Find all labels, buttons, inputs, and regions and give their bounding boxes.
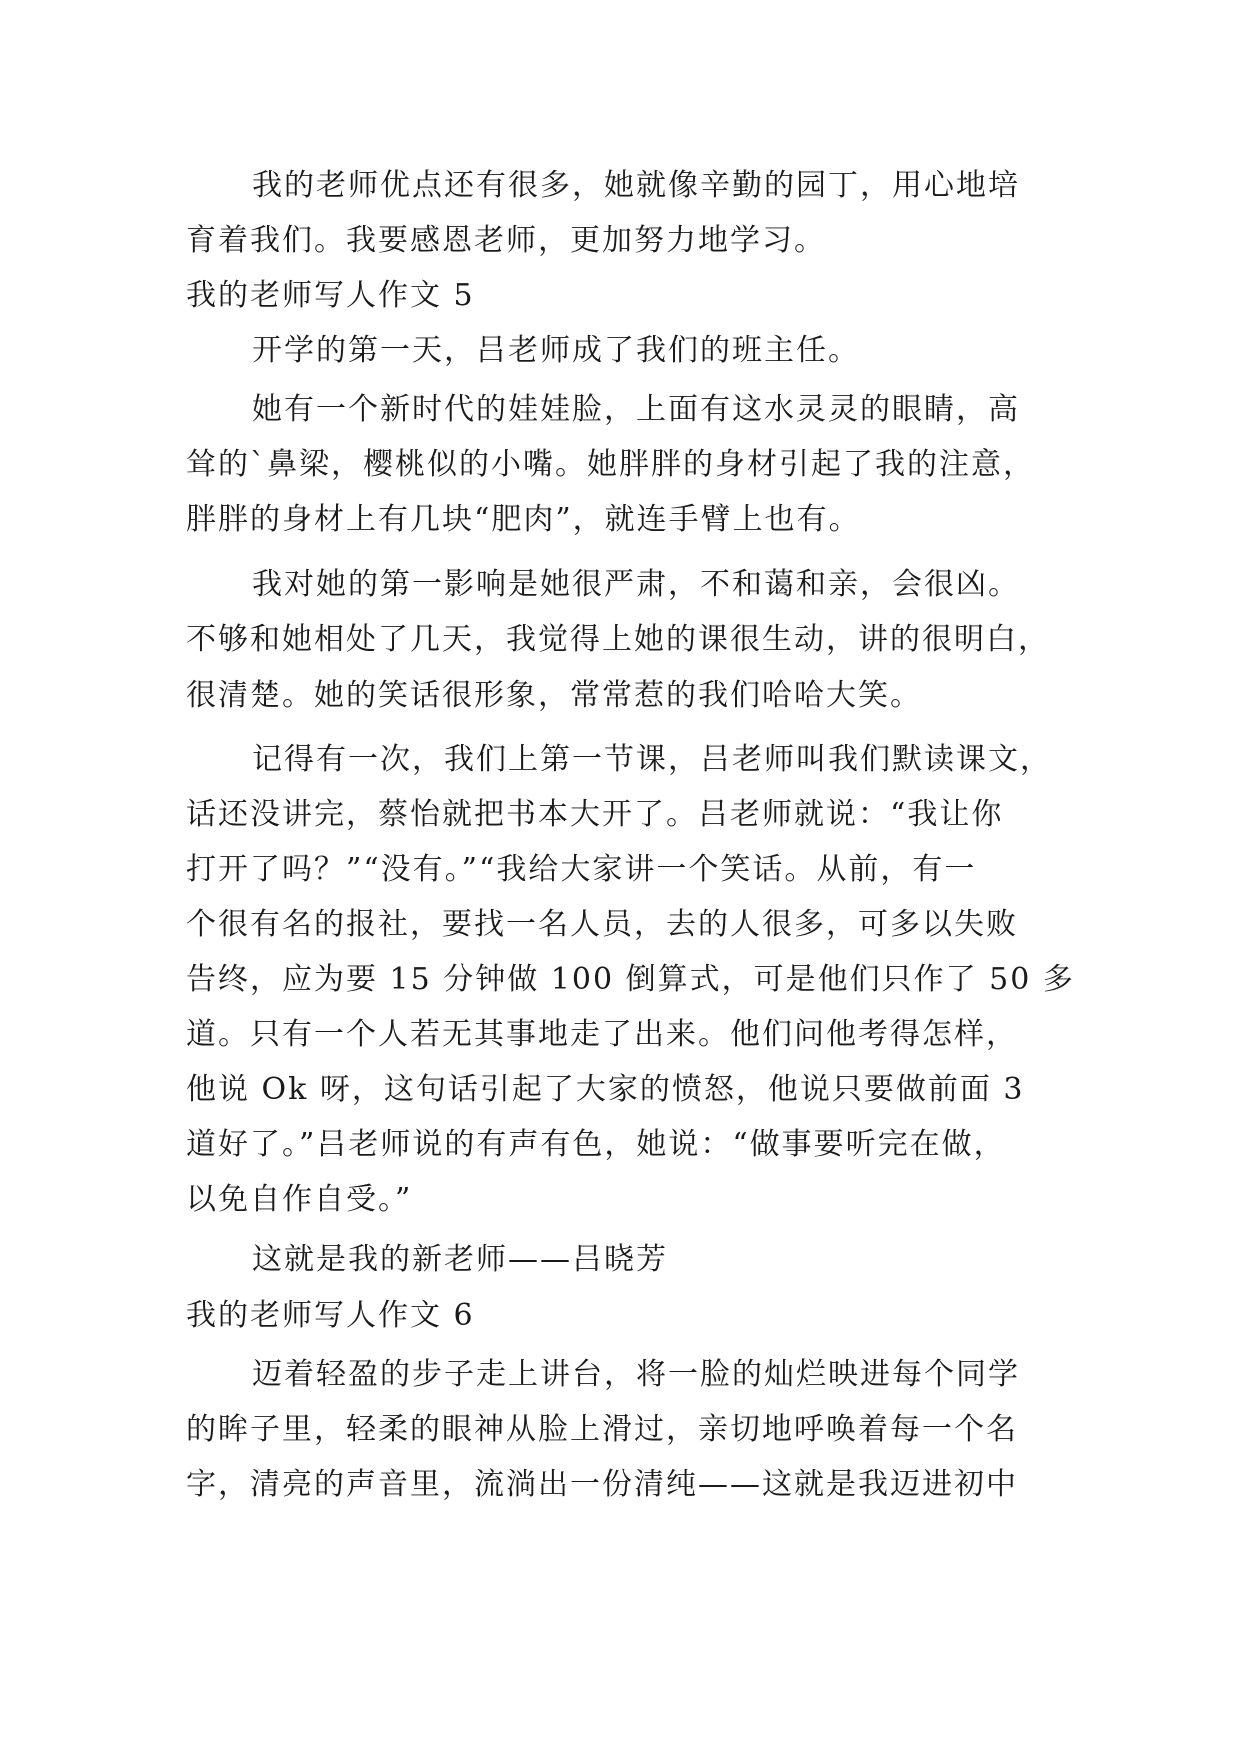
text-line: 育着我们。我要感恩老师，更加努力地学习。: [186, 223, 826, 258]
text-line: 以免自作自受。”: [186, 1182, 413, 1217]
text-line: 的眸子里，轻柔的眼神从脸上滑过，亲切地呼唤着每一个名: [186, 1412, 1018, 1447]
text-line: 道。只有一个人若无其事地走了出来。他们问他考得怎样，: [186, 1017, 1018, 1052]
text-line: 耸的`鼻梁，樱桃似的小嘴。她胖胖的身材引起了我的注意，: [186, 447, 1035, 482]
text-line: 他说 Ok 呀，这句话引起了大家的愤怒，他说只要做前面 3: [186, 1072, 1025, 1107]
text-line: 个很有名的报社，要找一名人员，去的人很多，可多以失败: [186, 907, 1018, 942]
text-line: 我对她的第一影响是她很严肃，不和蔼和亲，会很凶。: [252, 567, 1020, 602]
text-line: 记得有一次，我们上第一节课，吕老师叫我们默读课文，: [252, 742, 1052, 777]
section-heading: 我的老师写人作文 6: [186, 1298, 475, 1333]
text-line: 告终，应为要 15 分钟做 100 倒算式，可是他们只作了 50 多: [186, 962, 1075, 997]
section-heading: 我的老师写人作文 5: [186, 278, 475, 313]
text-line: 我的老师优点还有很多，她就像辛勤的园丁，用心地培: [252, 168, 1020, 203]
text-line: 开学的第一天，吕老师成了我们的班主任。: [252, 333, 860, 368]
text-line: 字，清亮的声音里，流淌出一份清纯——这就是我迈进初中: [186, 1467, 1018, 1502]
text-line: 迈着轻盈的步子走上讲台，将一脸的灿烂映进每个同学: [252, 1357, 1020, 1392]
text-line: 胖胖的身材上有几块“肥肉”，就连手臂上也有。: [186, 502, 861, 537]
text-line: 话还没讲完，蔡怡就把书本大开了。吕老师就说：“我让你: [186, 797, 1004, 832]
text-line: 她有一个新时代的娃娃脸，上面有这水灵灵的眼睛，高: [252, 392, 1020, 427]
text-line: 打开了吗？”“没有。”“我给大家讲一个笑话。从前，有一: [186, 852, 977, 887]
text-line: 这就是我的新老师——吕晓芳: [252, 1242, 668, 1277]
text-line: 不够和她相处了几天，我觉得上她的课很生动，讲的很明白，: [186, 622, 1050, 657]
text-line: 很清楚。她的笑话很形象，常常惹的我们哈哈大笑。: [186, 678, 922, 713]
text-line: 道好了。”吕老师说的有声有色，她说：“做事要听完在做，: [186, 1127, 1006, 1162]
